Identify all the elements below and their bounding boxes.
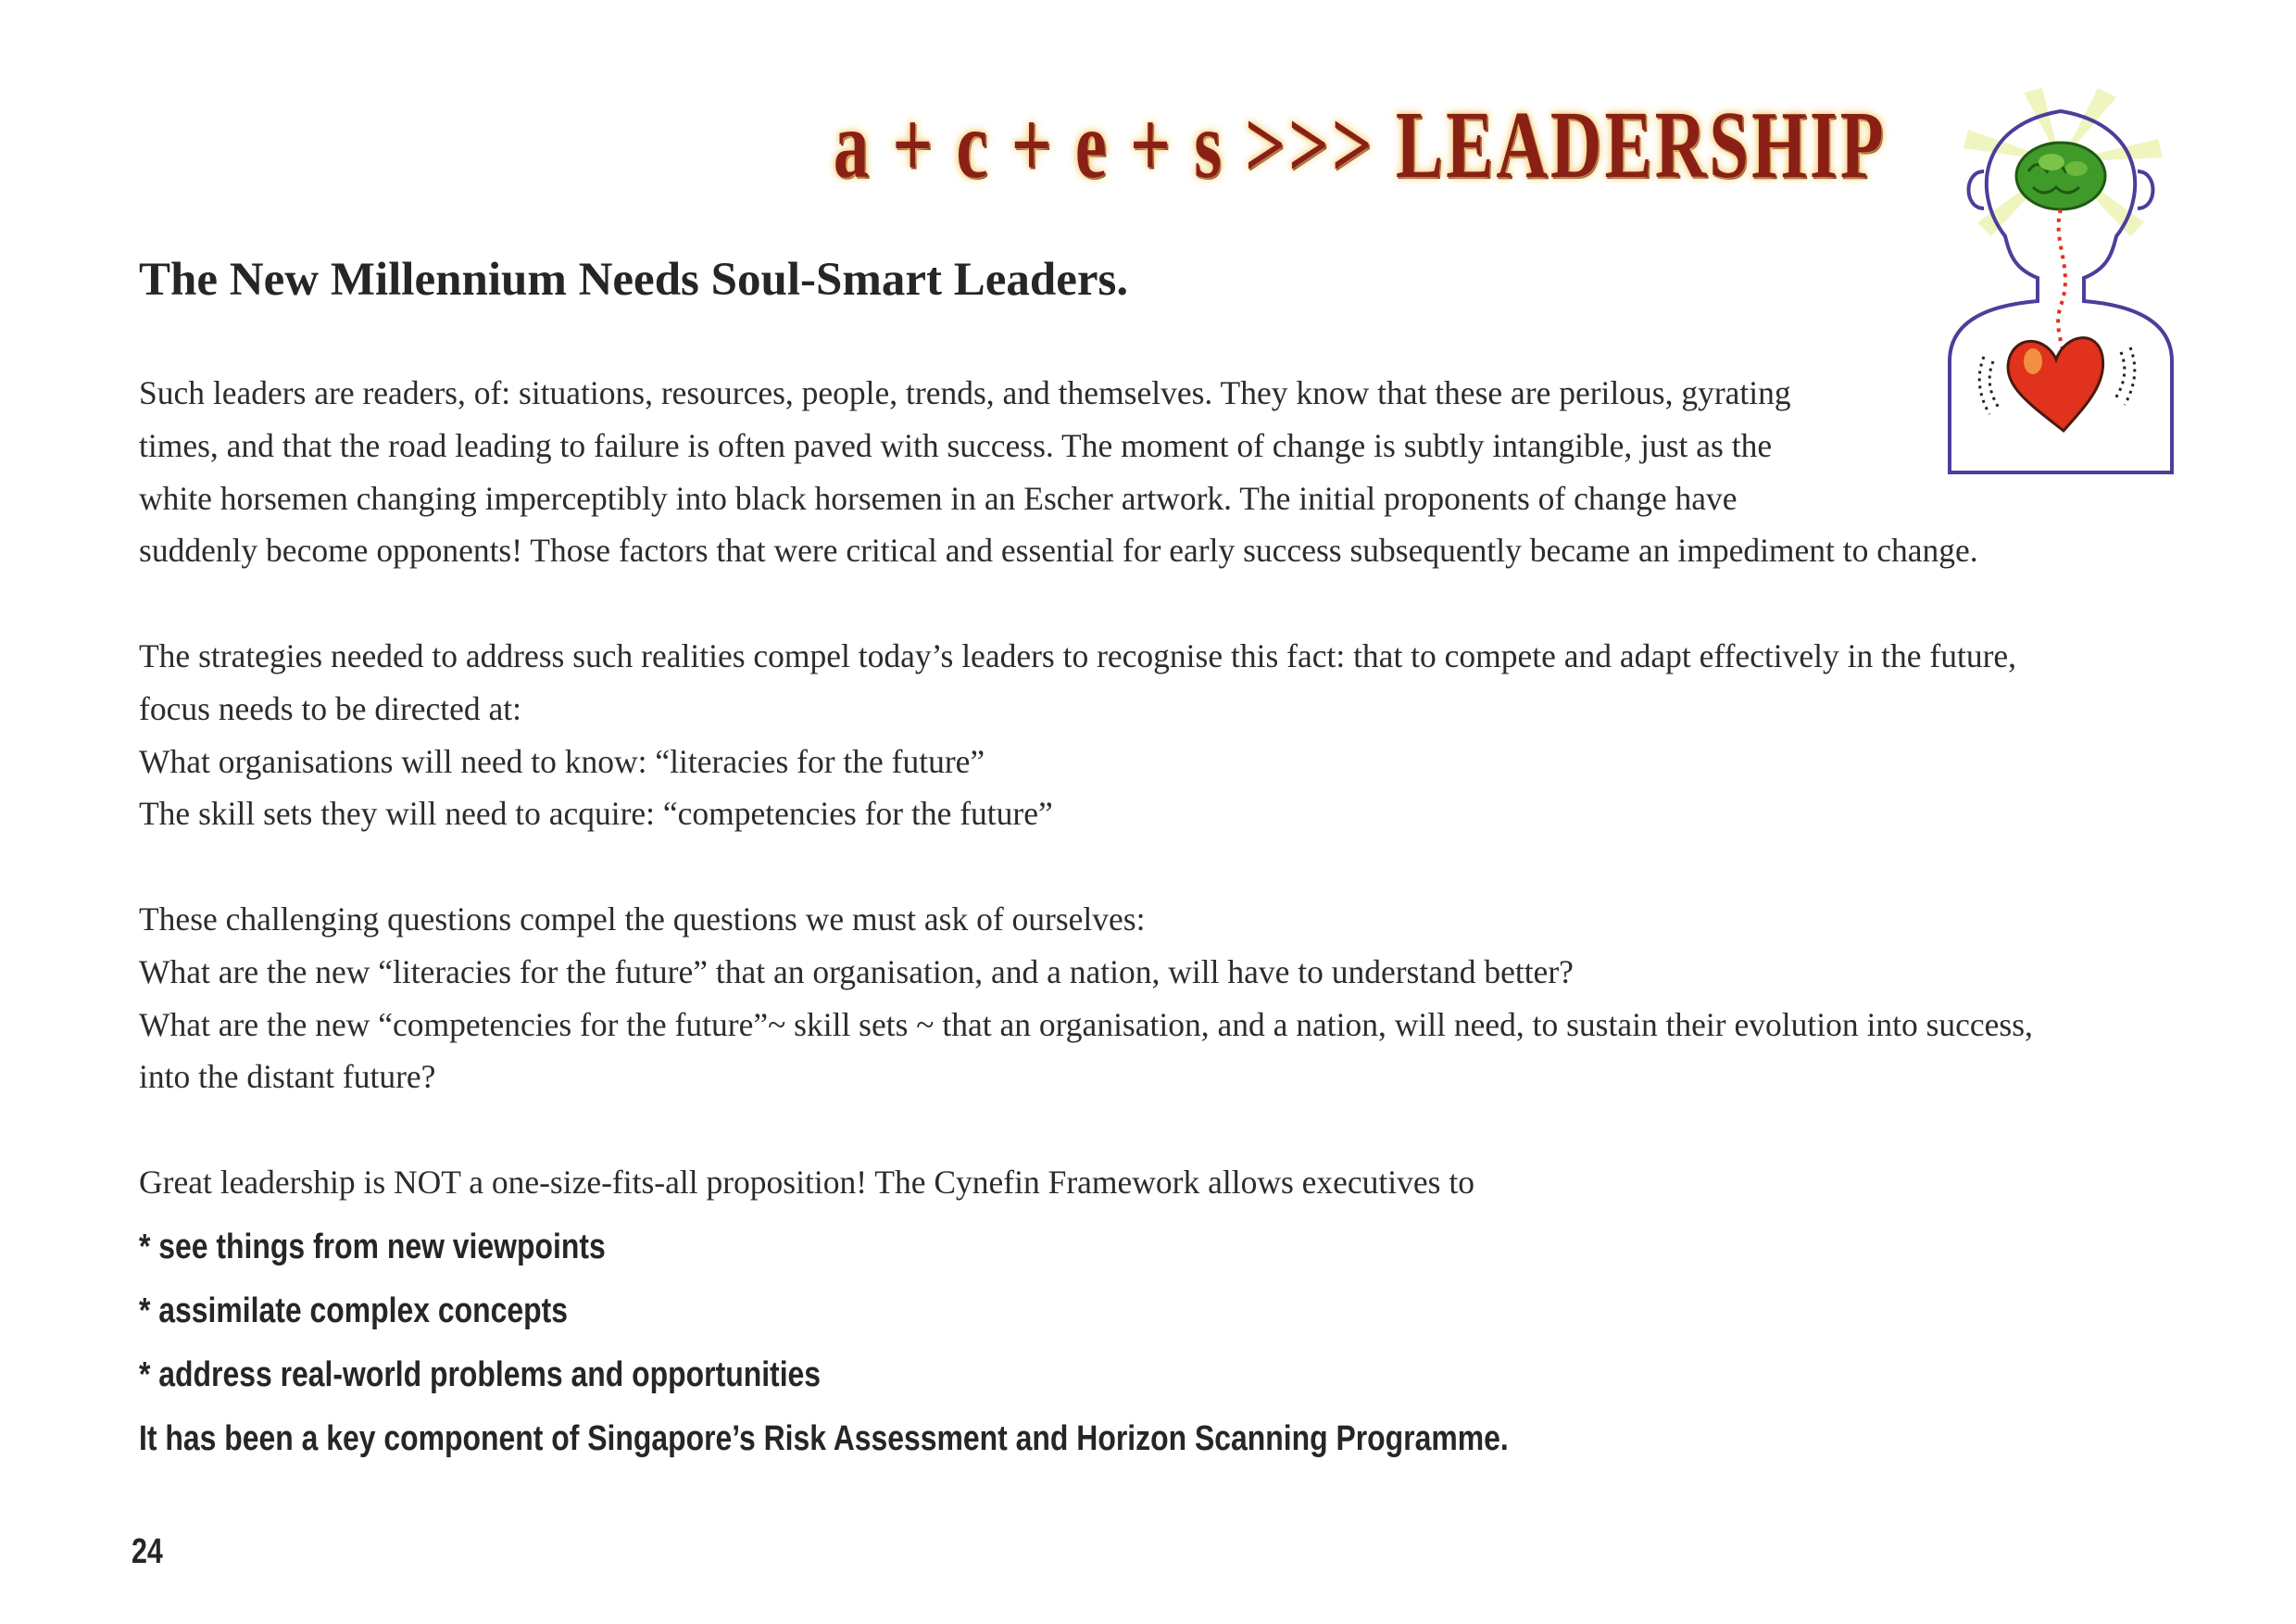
paragraph-line: What are the new “competencies for the future”~ skill sets ~ that an organisation, and a nation, will need, to sustain their evolution into success, xyxy=(139,1005,2033,1043)
paragraph-line: What are the new “literacies for the future” that an organisation, and a nation, will have to understand better? xyxy=(139,952,1574,990)
paragraph-line: Great leadership is NOT a one-size-fits-all proposition! The Cynefin Framework allows executives to xyxy=(139,1163,1474,1201)
bullet-item: * assimilate complex concepts xyxy=(139,1291,569,1330)
brain xyxy=(2016,143,2105,209)
right-ear xyxy=(2138,171,2153,208)
bullet-list xyxy=(139,1215,2177,1471)
left-ear xyxy=(1969,171,1985,208)
paragraph-line: The skill sets they will need to acquire: “competencies for the future” xyxy=(139,795,1053,833)
page-number: 24 xyxy=(132,1532,163,1571)
bullet-item: * address real-world problems and opportunities xyxy=(139,1355,822,1394)
closing-statement: It has been a key component of Singapore’s Risk Assessment and Horizon Scanning Programme. xyxy=(139,1419,1509,1458)
paragraph-line: white horsemen changing imperceptibly into black horsemen in an Escher artwork. The initial proponents of change have xyxy=(139,479,1738,517)
page-banner xyxy=(648,85,1887,206)
paragraph-line: suddenly become opponents! Those factors that were critical and essential for early success subsequently became an impediment to change. xyxy=(139,532,1978,570)
paragraph-line: into the distant future? xyxy=(139,1058,436,1096)
paragraph-line: times, and that the road leading to failure is often paved with success. The moment of change is subtly intangible, just as the xyxy=(139,426,1773,464)
paragraph-line: The strategies needed to address such realities compel today’s leaders to recognise this fact: that to compete and adapt effectively in the future, xyxy=(139,636,2017,674)
banner-title: a + c + e + s >>> LEADERSHIP xyxy=(833,92,1887,198)
paragraph-line: Such leaders are readers, of: situations, resources, people, trends, and themselves. They know that these are perilous, gyrating xyxy=(139,374,1791,411)
page-title: The New Millennium Needs Soul-Smart Leaders. xyxy=(139,254,1129,306)
paragraph-line: focus needs to be directed at: xyxy=(139,689,522,727)
bullet-item: * see things from new viewpoints xyxy=(139,1227,606,1266)
article-body xyxy=(139,367,2158,1209)
paragraph-line: These challenging questions compel the questions we must ask of ourselves: xyxy=(139,900,1146,938)
paragraph-line: What organisations will need to know: “literacies for the future” xyxy=(139,742,985,780)
